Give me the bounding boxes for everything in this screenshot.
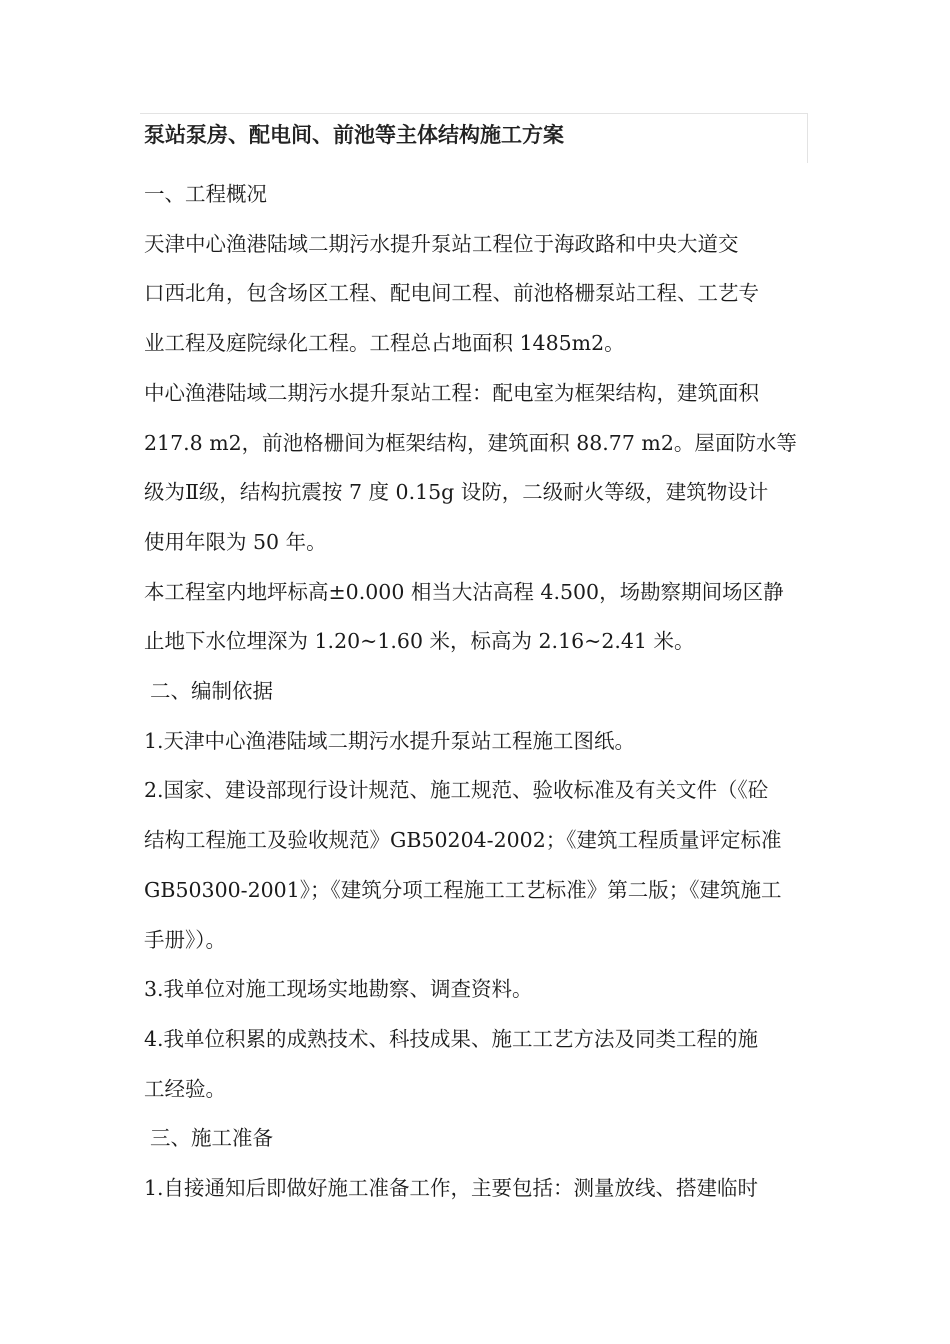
document-body xyxy=(144,170,808,1214)
section-heading: 三、施工准备 xyxy=(150,1126,273,1151)
body-line: 天津中心渔港陆域二期污水提升泵站工程位于海政路和中央大道交 xyxy=(144,231,739,256)
body-line: 3.我单位对施工现场实地勘察、调查资料。 xyxy=(144,977,533,1002)
body-line: 4.我单位积累的成熟技术、科技成果、施工工艺方法及同类工程的施 xyxy=(144,1026,759,1051)
section-heading: 二、编制依据 xyxy=(150,679,273,704)
document-title: 泵站泵房、配电间、前池等主体结构施工方案 xyxy=(144,123,564,147)
body-line: 级为Ⅱ级，结构抗震按 7 度 0.15g 设防，二级耐火等级，建筑物设计 xyxy=(144,480,769,505)
body-line: 工经验。 xyxy=(144,1076,226,1101)
body-line: 手册》）。 xyxy=(144,927,226,952)
section-heading: 一、工程概况 xyxy=(144,182,267,206)
body-line: 使用年限为 50 年。 xyxy=(144,529,327,554)
body-line: 1.自接通知后即做好施工准备工作，主要包括：测量放线、搭建临时 xyxy=(144,1176,759,1201)
body-line: GB50300-2001》；《建筑分项工程施工工艺标准》第二版；《建筑施工 xyxy=(144,877,782,902)
body-line: 中心渔港陆域二期污水提升泵站工程：配电室为框架结构，建筑面积 xyxy=(144,380,759,405)
body-line: 1.天津中心渔港陆域二期污水提升泵站工程施工图纸。 xyxy=(144,728,636,753)
body-line: 2.国家、建设部现行设计规范、施工规范、验收标准及有关文件（《砼 xyxy=(144,778,769,803)
body-line: 结构工程施工及验收规范》GB50204-2002；《建筑工程质量评定标准 xyxy=(144,828,782,853)
body-line: 217.8 m2，前池格栅间为框架结构，建筑面积 88.77 m2。屋面防水等 xyxy=(144,430,797,455)
body-line: 本工程室内地坪标高±0.000 相当大沽高程 4.500，场勘察期间场区静 xyxy=(144,579,784,604)
body-line: 口西北角，包含场区工程、配电间工程、前池格栅泵站工程、工艺专 xyxy=(144,281,759,306)
body-line: 止地下水位埋深为 1.20~1.60 米，标高为 2.16~2.41 米。 xyxy=(144,629,695,654)
title-frame xyxy=(140,113,808,163)
body-line: 业工程及庭院绿化工程。工程总占地面积 1485m2。 xyxy=(144,331,625,356)
